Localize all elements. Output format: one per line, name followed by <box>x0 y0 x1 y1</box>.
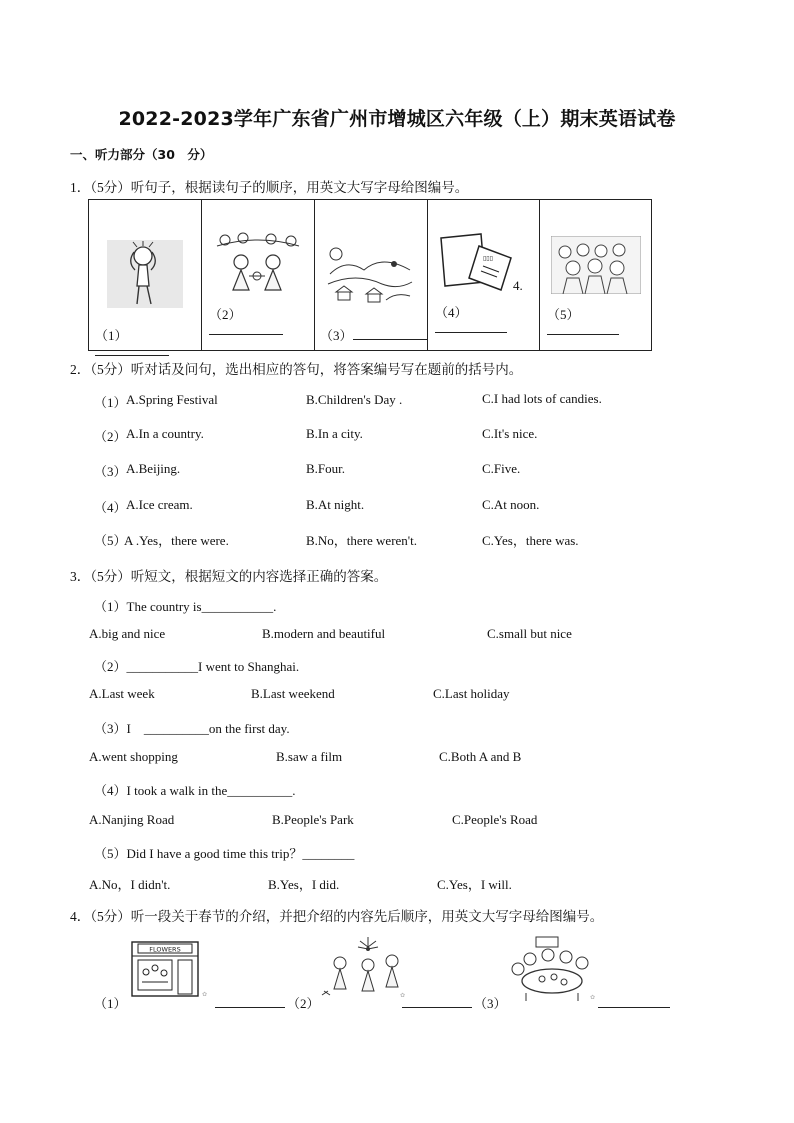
q3-sub-4-option-b: B.People's Park <box>272 812 354 827</box>
q3-sub-1-option-b: B.modern and beautiful <box>262 626 386 641</box>
q2-row-2-option-c: C.It's nice. <box>482 426 538 441</box>
q3-sub-3-option-a: A.went shopping <box>89 749 178 764</box>
q2-row-1-option-a: A.Spring Festival <box>126 392 218 407</box>
page-title: 2022-2023学年广东省广州市增城区六年级（上）期末英语试卷 <box>118 108 676 130</box>
q2-row-2-option-b: B.In a city. <box>306 426 363 441</box>
family-dinner-icon <box>506 935 602 1003</box>
q2-row-3-option-c: C.Five. <box>482 461 521 476</box>
q3-sub-3: （3）I __________on the first day. <box>94 721 290 736</box>
children-lanterns-icon <box>215 232 301 294</box>
q3-sub-4-option-a: A.Nanjing Road <box>89 812 175 827</box>
worried-person-icon <box>107 240 183 308</box>
picture-cell-3 <box>314 200 428 350</box>
q3-sub-3-option-b: B.saw a film <box>276 749 343 764</box>
fireworks-kids-icon <box>318 933 408 999</box>
question-3-stem: 3．（5分）听短文，根据短文的内容选择正确的答案。 <box>70 569 388 584</box>
q3-sub-2: （2）___________I went to Shanghai. <box>94 659 300 674</box>
q2-row-4-option-a: A.Ice cream. <box>126 497 193 512</box>
q4-blank-1 <box>215 1007 285 1008</box>
q3-sub-1-option-a: A.big and nice <box>89 626 166 641</box>
svg-text:✿: ✿ <box>590 994 596 1001</box>
svg-text:▯▯▯: ▯▯▯ <box>483 255 493 262</box>
crowd-icon <box>551 236 641 294</box>
picture-extra-number: 4. <box>513 278 523 293</box>
village-landscape-icon <box>326 244 414 306</box>
q3-sub-1-option-c: C.small but nice <box>487 626 572 641</box>
svg-text:✿: ✿ <box>202 991 208 998</box>
picture-label-5: （5） <box>547 304 651 339</box>
q2-row-1-option-c: C.I had lots of candies. <box>482 391 602 406</box>
q2-row-5-option-b: B.No，there weren't. <box>306 533 418 548</box>
shop-sign-text: FLOWERS <box>149 945 181 954</box>
q4-blank-3 <box>598 1007 670 1008</box>
q2-row-5-number: （5） <box>94 533 127 548</box>
question-1-stem: 1．（5分）听句子，根据读句子的顺序，用英文大写字母给图编号。 <box>70 180 469 195</box>
q3-sub-5-option-a: A.No，I didn't. <box>89 877 171 892</box>
q2-row-4-option-c: C.At noon. <box>482 497 540 512</box>
flower-shop-icon <box>128 938 210 998</box>
q4-label-1: （1） <box>94 996 127 1011</box>
question-4-stem: 4．（5分）听一段关于春节的介绍，并把介绍的内容先后顺序，用英文大写字母给图编号。 <box>70 909 604 924</box>
picture-label-3: （3） <box>320 325 427 344</box>
section-heading-listening: 一、听力部分（30 分） <box>70 147 213 162</box>
q2-row-1-option-b: B.Children's Day . <box>306 392 403 407</box>
q2-row-5-option-c: C.Yes，there was. <box>482 533 579 548</box>
picture-label-2: （2） <box>209 304 314 339</box>
q3-sub-5-option-c: C.Yes，I will. <box>437 877 512 892</box>
picture-cell-5 <box>539 200 651 350</box>
q2-row-4-option-b: B.At night. <box>306 497 365 512</box>
q2-row-5-option-a: A .Yes，there were. <box>124 533 229 548</box>
q3-sub-2-option-c: C.Last holiday <box>433 686 510 701</box>
q2-row-2-option-a: A.In a country. <box>126 426 204 441</box>
picture-cell-2 <box>201 200 315 350</box>
q3-sub-1: （1）The country is___________. <box>94 599 277 614</box>
picture-label-4: （4） <box>435 302 539 337</box>
q2-row-1-number: （1） <box>94 395 127 410</box>
question-1-picture-table <box>88 199 652 351</box>
q4-label-2: （2） <box>287 996 320 1011</box>
q3-sub-2-option-a: A.Last week <box>89 686 155 701</box>
q2-row-3-option-a: A.Beijing. <box>126 461 181 476</box>
q3-sub-5: （5）Did I have a good time this trip？________ <box>94 846 355 861</box>
picture-label-1: （1） <box>95 325 201 360</box>
q3-sub-4-option-c: C.People's Road <box>452 812 538 827</box>
svg-text:✿: ✿ <box>400 992 406 999</box>
question-2-stem: 2．（5分）听对话及问句，选出相应的答句，将答案编号写在题前的括号内。 <box>70 362 523 377</box>
greeting-cards-icon <box>439 232 515 294</box>
q3-sub-2-option-b: B.Last weekend <box>251 686 335 701</box>
q3-sub-4: （4）I took a walk in the__________. <box>94 783 296 798</box>
q3-sub-3-option-c: C.Both A and B <box>439 749 522 764</box>
picture-cell-1 <box>89 200 202 350</box>
q2-row-2-number: （2） <box>94 429 127 444</box>
q2-row-4-number: （4） <box>94 500 127 515</box>
q4-blank-2 <box>402 1007 472 1008</box>
q4-label-3: （3） <box>474 996 507 1011</box>
picture-cell-4 <box>427 200 540 350</box>
q2-row-3-number: （3） <box>94 464 127 479</box>
q2-row-3-option-b: B.Four. <box>306 461 346 476</box>
q3-sub-5-option-b: B.Yes，I did. <box>268 877 340 892</box>
